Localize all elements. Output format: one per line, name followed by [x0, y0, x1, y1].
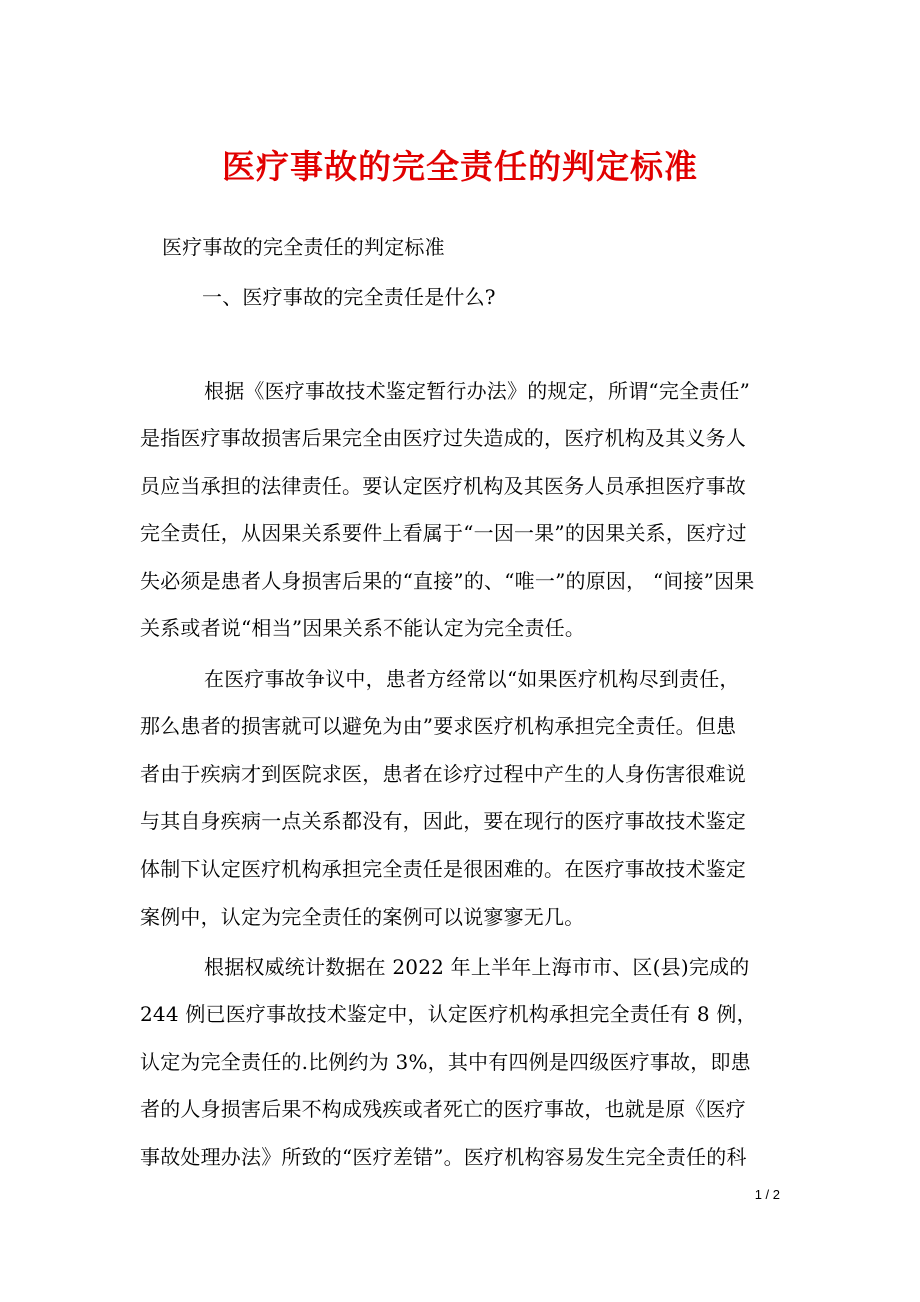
paragraph-line: 关系或者说“相当”因果关系不能认定为完全责任。: [140, 616, 586, 640]
section-heading: 一、医疗事故的完全责任是什么?: [202, 285, 496, 309]
paragraph-line: 完全责任，从因果关系要件上看属于“一因一果”的因果关系，医疗过: [140, 521, 747, 545]
paragraph-line: 是指医疗事故损害后果完全由医疗过失造成的，医疗机构及其义务人: [140, 426, 746, 450]
paragraph-line: 体制下认定医疗机构承担完全责任是很困难的。在医疗事故技术鉴定: [140, 857, 746, 881]
paragraph-line: 那么患者的损害就可以避免为由”要求医疗机构承担完全责任。但患: [140, 714, 737, 738]
paragraph-line: 失必须是患者人身损害后果的“直接”的、“唯一”的原因， “间接”因果: [140, 569, 755, 593]
paragraph-line: 事故处理办法》所致的“医疗差错”。医疗机构容易发生完全责任的科: [140, 1145, 747, 1169]
paragraph-line: 根据权威统计数据在 2022 年上半年上海市市、区(县)完成的: [204, 955, 750, 979]
paragraph-line: 根据《医疗事故技术鉴定暂行办法》的规定，所谓“完全责任”: [204, 379, 751, 403]
paragraph-line: 者的人身损害后果不构成残疾或者死亡的医疗事故，也就是原《医疗: [140, 1097, 746, 1121]
paragraph-line: 员应当承担的法律责任。要认定医疗机构及其医务人员承担医疗事故: [140, 474, 746, 498]
paragraph-line: 认定为完全责任的.比例约为 3%，其中有四例是四级医疗事故，即患: [140, 1050, 751, 1074]
paragraph-line: 与其自身疾病一点关系都没有，因此，要在现行的医疗事故技术鉴定: [140, 809, 746, 833]
paragraph-line: 在医疗事故争议中，患者方经常以“如果医疗机构尽到责任，: [204, 667, 740, 691]
paragraph-line: 244 例已医疗事故技术鉴定中，认定医疗机构承担完全责任有 8 例，: [140, 1002, 757, 1026]
subtitle-line: 医疗事故的完全责任的判定标准: [162, 235, 445, 259]
document-title: 医疗事故的完全责任的判定标准: [222, 147, 698, 186]
paragraph-line: 者由于疾病才到医院求医，患者在诊疗过程中产生的人身伤害很难说: [140, 762, 746, 786]
page-number: 1 / 2: [754, 1187, 780, 1202]
paragraph-line: 案例中，认定为完全责任的案例可以说寥寥无几。: [140, 905, 585, 929]
